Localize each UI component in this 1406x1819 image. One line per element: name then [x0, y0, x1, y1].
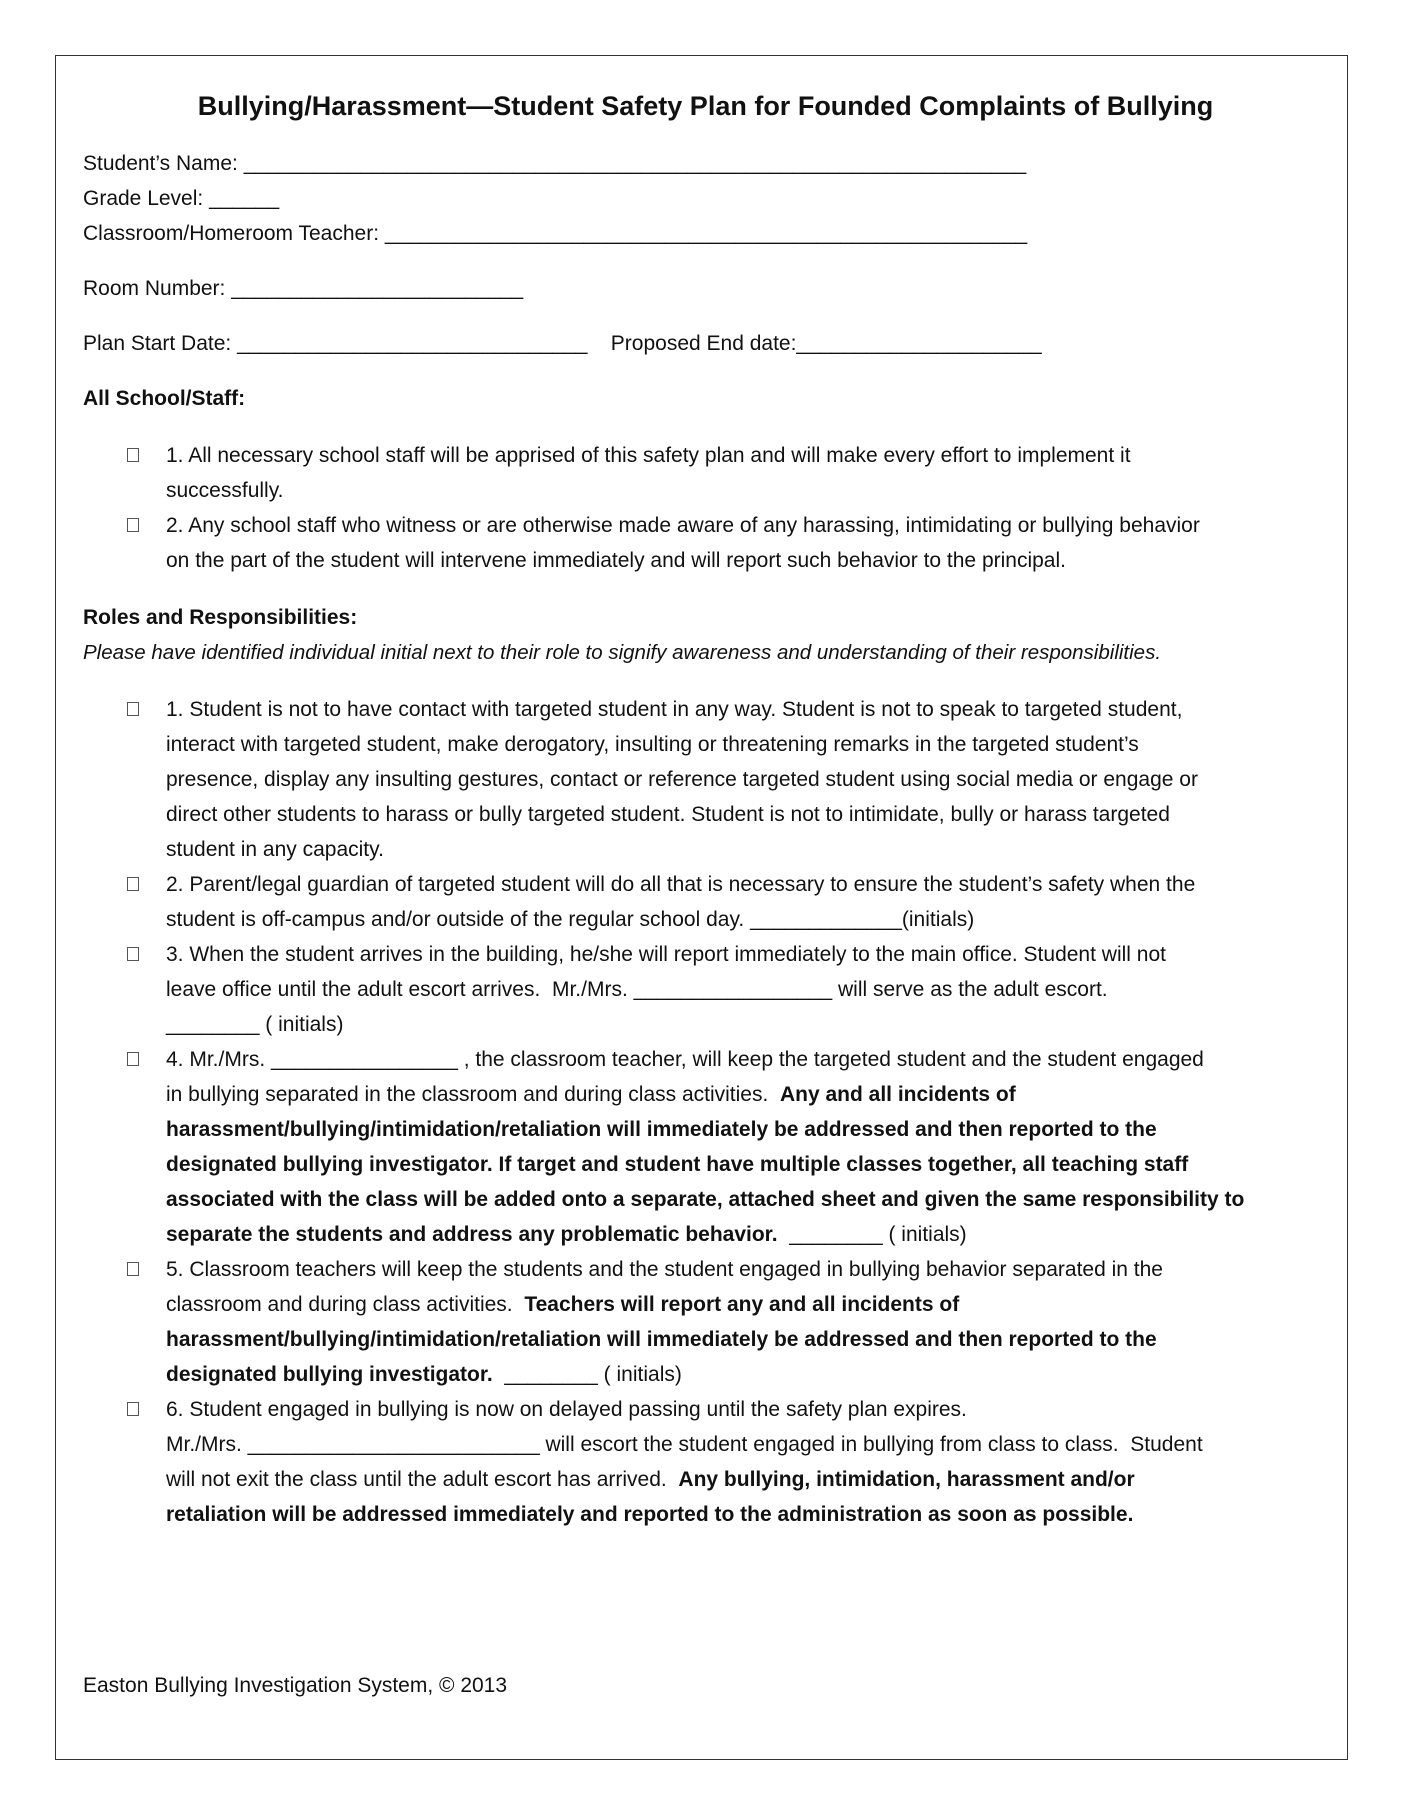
item-text: 4. Mr./Mrs. ________________ , the classroom teacher, will keep the targeted student and the student engaged — [166, 1048, 1204, 1071]
roles-heading: Roles and Responsibilities: — [83, 606, 358, 629]
item-text: interact with targeted student, make derogatory, insulting or threatening remarks in the targeted student’s — [166, 733, 1139, 756]
item-text: ________ ( initials) — [166, 1013, 344, 1036]
item-text: 1. All necessary school staff will be apprised of this safety plan and will make every effort to implement it — [166, 444, 1131, 467]
footer-copyright: Easton Bullying Investigation System, © 2013 — [83, 1674, 508, 1697]
item-text: leave office until the adult escort arrives. Mr./Mrs. _________________ will serve as the adult escort. — [166, 978, 1108, 1001]
list-item — [83, 692, 1328, 867]
checkbox-icon[interactable] — [127, 702, 139, 716]
plan-start-date-field[interactable]: Plan Start Date: ______________________________ — [83, 332, 588, 355]
list-item — [83, 1042, 1328, 1252]
checkbox-icon[interactable] — [127, 877, 139, 891]
list-item — [83, 438, 1328, 508]
room-number-field[interactable]: Room Number: _________________________ — [83, 277, 524, 300]
document-page — [55, 55, 1348, 1760]
item-text: student in any capacity. — [166, 838, 384, 861]
item-text: associated with the class will be added onto a separate, attached sheet and given the same responsibility to — [166, 1188, 1245, 1211]
student-name-field[interactable]: Student’s Name: ___________________________________________________________________ — [83, 152, 1027, 175]
item-text: on the part of the student will intervene immediately and will report such behavior to the principal. — [166, 549, 1066, 572]
all-school-list — [83, 438, 1328, 578]
date-fields-row — [83, 326, 1328, 361]
document-title: Bullying/Harassment—Student Safety Plan for Founded Complaints of Bullying — [197, 91, 1214, 121]
teacher-field[interactable]: Classroom/Homeroom Teacher: _______________________________________________________ — [83, 222, 1028, 245]
item-text: 3. When the student arrives in the building, he/she will report immediately to the main office. Student will not — [166, 943, 1166, 966]
checkbox-icon[interactable] — [127, 448, 139, 462]
item-text: in bullying separated in the classroom and during class activities. Any and all incidents of — [166, 1083, 1016, 1106]
list-item — [83, 867, 1328, 937]
item-text: designated bullying investigator. If target and student have multiple classes together, all teaching staff — [166, 1153, 1189, 1176]
checkbox-icon[interactable] — [127, 1262, 139, 1276]
item-text: harassment/bullying/intimidation/retaliation will immediately be addressed and then reported to the — [166, 1328, 1157, 1351]
item-text: 2. Any school staff who witness or are otherwise made aware of any harassing, intimidating or bullying behavior — [166, 514, 1200, 537]
list-item — [83, 1252, 1328, 1392]
item-text: 6. Student engaged in bullying is now on delayed passing until the safety plan expires. — [166, 1398, 967, 1421]
item-text: presence, display any insulting gestures, contact or reference targeted student using social media or engage or — [166, 768, 1198, 791]
item-text: 1. Student is not to have contact with targeted student in any way. Student is not to speak to targeted student, — [166, 698, 1183, 721]
item-text: direct other students to harass or bully targeted student. Student is not to intimidate, bully or harass targeted — [166, 803, 1170, 826]
item-text: Mr./Mrs. _________________________ will escort the student engaged in bullying from class to class. Student — [166, 1433, 1203, 1456]
item-text: student is off-campus and/or outside of the regular school day. _____________(initials) — [166, 908, 975, 931]
all-school-heading: All School/Staff: — [83, 387, 246, 410]
item-text: classroom and during class activities. Teachers will report any and all incidents of — [166, 1293, 960, 1316]
grade-level-field[interactable]: Grade Level: ______ — [83, 187, 280, 210]
checkbox-icon[interactable] — [127, 947, 139, 961]
list-item — [83, 937, 1328, 1042]
document-content — [83, 86, 1328, 1532]
proposed-end-date-field[interactable]: Proposed End date:_____________________ — [610, 332, 1042, 355]
item-text: separate the students and address any problematic behavior. ________ ( initials) — [166, 1223, 967, 1246]
checkbox-icon[interactable] — [127, 1402, 139, 1416]
list-item — [83, 508, 1328, 578]
item-text: 5. Classroom teachers will keep the students and the student engaged in bullying behavior separated in the — [166, 1258, 1163, 1281]
item-text: 2. Parent/legal guardian of targeted student will do all that is necessary to ensure the student’s safety when the — [166, 873, 1196, 896]
item-text: successfully. — [166, 479, 284, 502]
item-text: designated bullying investigator. ________ ( initials) — [166, 1363, 682, 1386]
list-item — [83, 1392, 1328, 1532]
item-text: retaliation will be addressed immediately and reported to the administration as soon as possible. — [166, 1503, 1134, 1526]
item-text: will not exit the class until the adult escort has arrived. Any bullying, intimidation, harassment and/or — [166, 1468, 1135, 1491]
item-text: harassment/bullying/intimidation/retaliation will immediately be addressed and then reported to the — [166, 1118, 1157, 1141]
roles-instruction: Please have identified individual initial next to their role to signify awareness and understanding of their responsibilities. — [83, 641, 1162, 664]
checkbox-icon[interactable] — [127, 1052, 139, 1066]
checkbox-icon[interactable] — [127, 518, 139, 532]
roles-list — [83, 692, 1328, 1532]
